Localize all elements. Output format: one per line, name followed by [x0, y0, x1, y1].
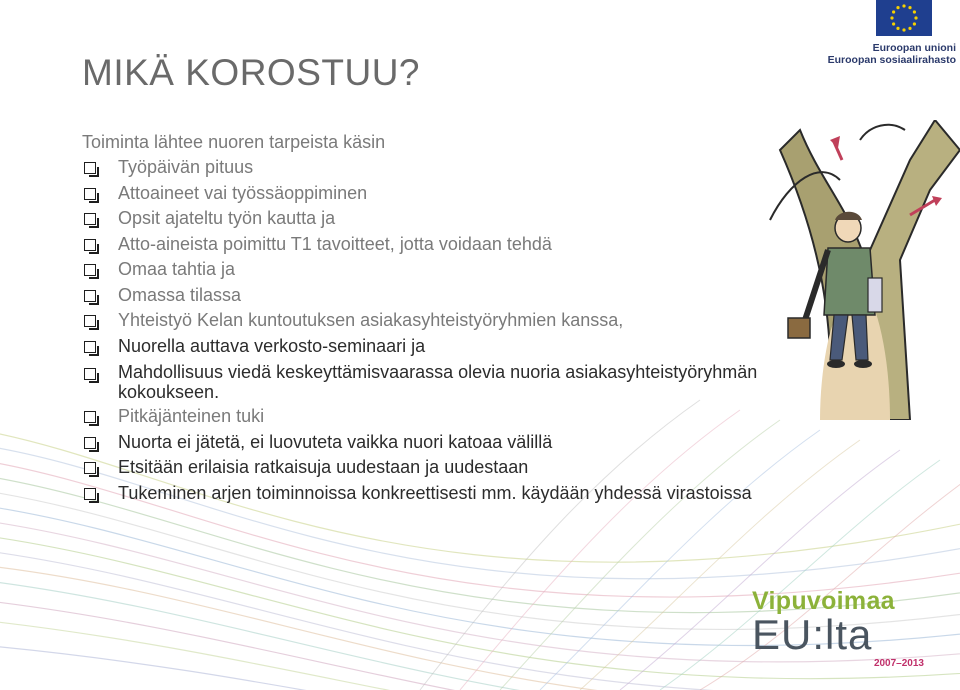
list-item: Opsit ajateltu työn kautta ja	[82, 206, 942, 232]
list-item: Etsitään erilaisia ratkaisuja uudestaan ja uudestaan	[82, 455, 942, 481]
eu-flag-icon	[876, 0, 932, 36]
checkbox-bullet-icon	[84, 341, 96, 353]
checkbox-bullet-icon	[84, 188, 96, 200]
eu-logo	[808, 0, 958, 70]
eu-union-label: Euroopan unioni	[872, 42, 956, 54]
list-item: Nuorella auttava verkosto-seminaari ja	[82, 334, 942, 360]
vipuvoimaa-logo	[752, 588, 924, 669]
checkbox-bullet-icon	[84, 162, 96, 174]
list-item: Mahdollisuus viedä keskeyttämisvaarassa olevia nuoria asiakasyhteistyöryhmän kokoukseen.	[82, 359, 838, 404]
bullet-list	[82, 155, 942, 506]
checkbox-bullet-icon	[84, 290, 96, 302]
list-item: Työpäivän pituus	[82, 155, 942, 181]
checkbox-bullet-icon	[84, 239, 96, 251]
intro-text: Toiminta lähtee nuoren tarpeista käsin	[82, 132, 386, 152]
list-item: Tukeminen arjen toiminnoissa konkreettisesti mm. käydään yhdessä virastoissa	[82, 481, 942, 507]
checkbox-bullet-icon	[84, 264, 96, 276]
list-item: Nuorta ei jätetä, ei luovuteta vaikka nuori katoaa välillä	[82, 430, 942, 456]
checkbox-bullet-icon	[84, 315, 96, 327]
list-item: Attoaineet vai työssäoppiminen	[82, 181, 942, 207]
vipuvoimaa-title: Vipuvoimaa	[752, 587, 895, 615]
checkbox-bullet-icon	[84, 462, 96, 474]
checkbox-bullet-icon	[84, 437, 96, 449]
eu-social-fund-label: Euroopan sosiaalirahasto	[827, 54, 956, 66]
slide-content	[82, 130, 942, 506]
page-title: MIKÄ KOROSTUU?	[82, 52, 420, 93]
vipuvoimaa-eu-text: EU:lta	[752, 611, 873, 658]
vipuvoimaa-years: 2007–2013	[873, 658, 924, 669]
list-item: Omassa tilassa	[82, 283, 942, 309]
checkbox-bullet-icon	[84, 213, 96, 225]
checkbox-bullet-icon	[84, 411, 96, 423]
list-item: Atto-aineista poimittu T1 tavoitteet, jotta voidaan tehdä	[82, 232, 942, 258]
checkbox-bullet-icon	[84, 368, 96, 380]
list-item: Yhteistyö Kelan kuntoutuksen asiakasyhteistyöryhmien kanssa,	[82, 308, 942, 334]
list-item: Pitkäjänteinen tuki	[82, 404, 942, 430]
checkbox-bullet-icon	[84, 488, 96, 500]
list-item: Omaa tahtia ja	[82, 257, 942, 283]
